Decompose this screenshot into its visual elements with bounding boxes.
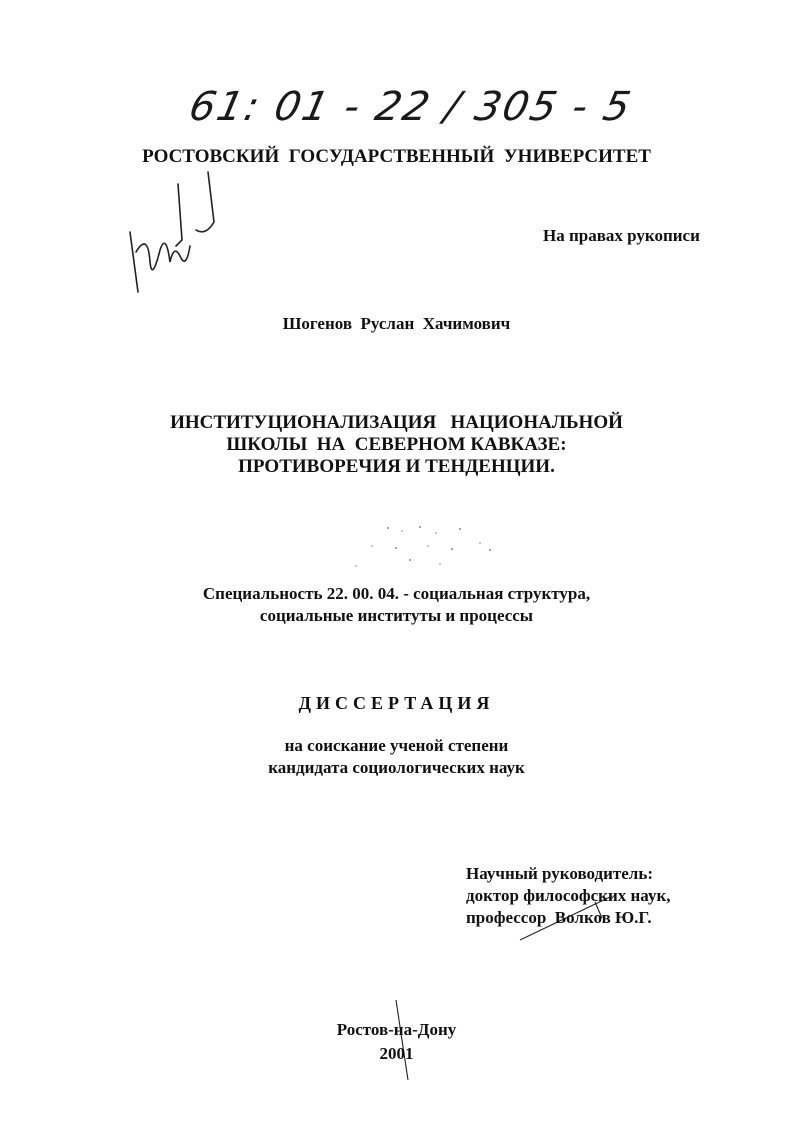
author-name: Шогенов Руслан Хачимович xyxy=(282,314,511,333)
specialty-line: социальные институты и процессы xyxy=(259,606,534,625)
specialty-line: Специальность 22. 00. 04. - социальная структура, xyxy=(202,584,591,603)
rights-note: На правах рукописи xyxy=(543,226,700,245)
thesis-title-line: ШКОЛЫ НА СЕВЕРНОМ КАВКАЗЕ: xyxy=(226,434,567,455)
supervisor-line: Научный руководитель: xyxy=(466,864,653,883)
catalog-number: 61: 01 - 22 / 305 - 5 xyxy=(185,84,637,130)
specialty xyxy=(0,583,793,627)
degree-line: на соискание ученой степени xyxy=(284,736,509,755)
thesis-title xyxy=(0,412,793,478)
supervisor xyxy=(466,863,671,929)
thesis-title-line: ИНСТИТУЦИОНАЛИЗАЦИЯ НАЦИОНАЛЬНОЙ xyxy=(170,412,623,433)
year: 2001 xyxy=(379,1044,414,1063)
document-type: ДИССЕРТАЦИЯ xyxy=(298,693,495,713)
city: Ростов-на-Дону xyxy=(336,1020,457,1039)
thesis-title-line: ПРОТИВОРЕЧИЯ И ТЕНДЕНЦИИ. xyxy=(238,456,555,477)
supervisor-line: доктор философских наук, xyxy=(466,886,671,905)
supervisor-line: профессор Волков Ю.Г. xyxy=(466,908,652,927)
degree-line: кандидата социологических наук xyxy=(268,758,525,777)
university-name: РОСТОВСКИЙ ГОСУДАРСТВЕННЫЙ УНИВЕРСИТЕТ xyxy=(142,146,651,167)
degree xyxy=(0,735,793,779)
